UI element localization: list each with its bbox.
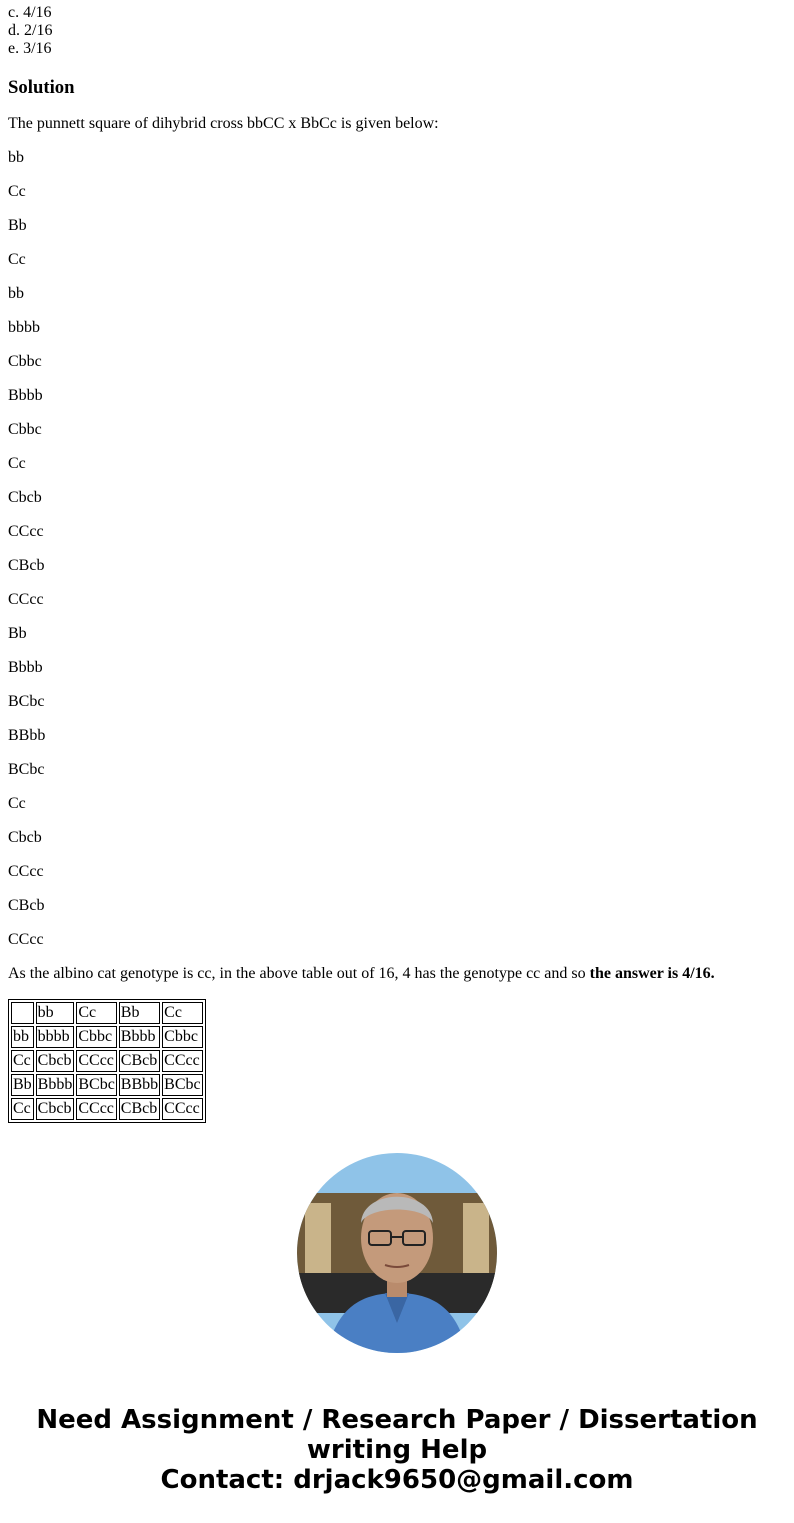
cell-text: Cc — [8, 183, 26, 200]
table-cell: Bbbb — [119, 1026, 160, 1048]
table-row — [11, 1050, 203, 1072]
cell-text: Cbcb — [8, 489, 42, 506]
table-cell: bb — [36, 1002, 75, 1024]
conclusion-body: As the albino cat genotype is cc, in the above table out of 16, 4 has the genotype cc and so — [8, 965, 590, 982]
table-cell: CCcc — [76, 1050, 116, 1072]
author-avatar — [297, 1153, 497, 1353]
table-cell: CBcb — [119, 1098, 160, 1120]
cell-text: Bb — [8, 625, 27, 642]
promo-line-2: writing Help — [306, 1435, 488, 1465]
table-cell: Cc — [162, 1002, 202, 1024]
cell-text: Cbbc — [8, 421, 42, 438]
table-cell: Cc — [11, 1098, 34, 1120]
table-cell: BCbc — [162, 1074, 202, 1096]
table-cell: Cc — [76, 1002, 116, 1024]
article — [8, 0, 786, 1123]
option-e: e. 3/16 — [8, 40, 52, 57]
table-cell — [11, 1002, 34, 1024]
promo-line-1: Need Assignment / Research Paper / Dissertation — [36, 1405, 758, 1435]
author-portrait-image — [297, 1153, 497, 1353]
table-row — [11, 1002, 203, 1024]
table-row — [11, 1098, 203, 1120]
cell-text: Cc — [8, 455, 26, 472]
table-row — [11, 1074, 203, 1096]
cell-text: CBcb — [8, 557, 45, 574]
table-cell: CBcb — [119, 1050, 160, 1072]
table-cell: BCbc — [76, 1074, 116, 1096]
table-cell: bbbb — [36, 1026, 75, 1048]
table-cell: CCcc — [76, 1098, 116, 1120]
cell-text: CCcc — [8, 931, 44, 948]
cell-text: Bb — [8, 217, 27, 234]
cell-text: BBbb — [8, 727, 46, 744]
option-c: c. 4/16 — [8, 4, 52, 21]
cell-text: BCbc — [8, 693, 45, 710]
table-row — [11, 1026, 203, 1048]
cell-text: bbbb — [8, 319, 40, 336]
table-cell: Bbbb — [36, 1074, 75, 1096]
table-cell: Bb — [119, 1002, 160, 1024]
conclusion-answer: the answer is 4/16. — [589, 965, 715, 982]
cell-text: Bbbb — [8, 659, 43, 676]
cell-text: Cbbc — [8, 353, 42, 370]
table-cell: Cc — [11, 1050, 34, 1072]
cell-text: Bbbb — [8, 387, 43, 404]
cell-list — [8, 149, 786, 949]
cell-text: CCcc — [8, 523, 44, 540]
table-cell: bb — [11, 1026, 34, 1048]
punnett-square-table — [8, 999, 206, 1123]
table-cell: CCcc — [162, 1098, 202, 1120]
table-cell: Cbcb — [36, 1098, 75, 1120]
table-cell: Cbbc — [162, 1026, 202, 1048]
cell-text: bb — [8, 285, 24, 302]
answer-options — [8, 4, 786, 58]
conclusion-text — [8, 965, 786, 983]
table-cell: Cbcb — [36, 1050, 75, 1072]
promo-contact: Contact: drjack9650@gmail.com — [160, 1465, 634, 1495]
cell-text: CBcb — [8, 897, 45, 914]
cell-text: bb — [8, 149, 24, 166]
cell-text: CCcc — [8, 863, 44, 880]
cell-text: BCbc — [8, 761, 45, 778]
solution-heading: Solution — [8, 77, 75, 98]
cell-text: CCcc — [8, 591, 44, 608]
promo-banner — [0, 1405, 794, 1495]
table-cell: Cbbc — [76, 1026, 116, 1048]
cell-text: Cc — [8, 251, 26, 268]
table-cell: BBbb — [119, 1074, 160, 1096]
table-cell: CCcc — [162, 1050, 202, 1072]
table-cell: Bb — [11, 1074, 34, 1096]
cell-text: Cbcb — [8, 829, 42, 846]
cell-text: Cc — [8, 795, 26, 812]
intro-text: The punnett square of dihybrid cross bbCC x BbCc is given below: — [8, 115, 439, 132]
option-d: d. 2/16 — [8, 22, 53, 39]
